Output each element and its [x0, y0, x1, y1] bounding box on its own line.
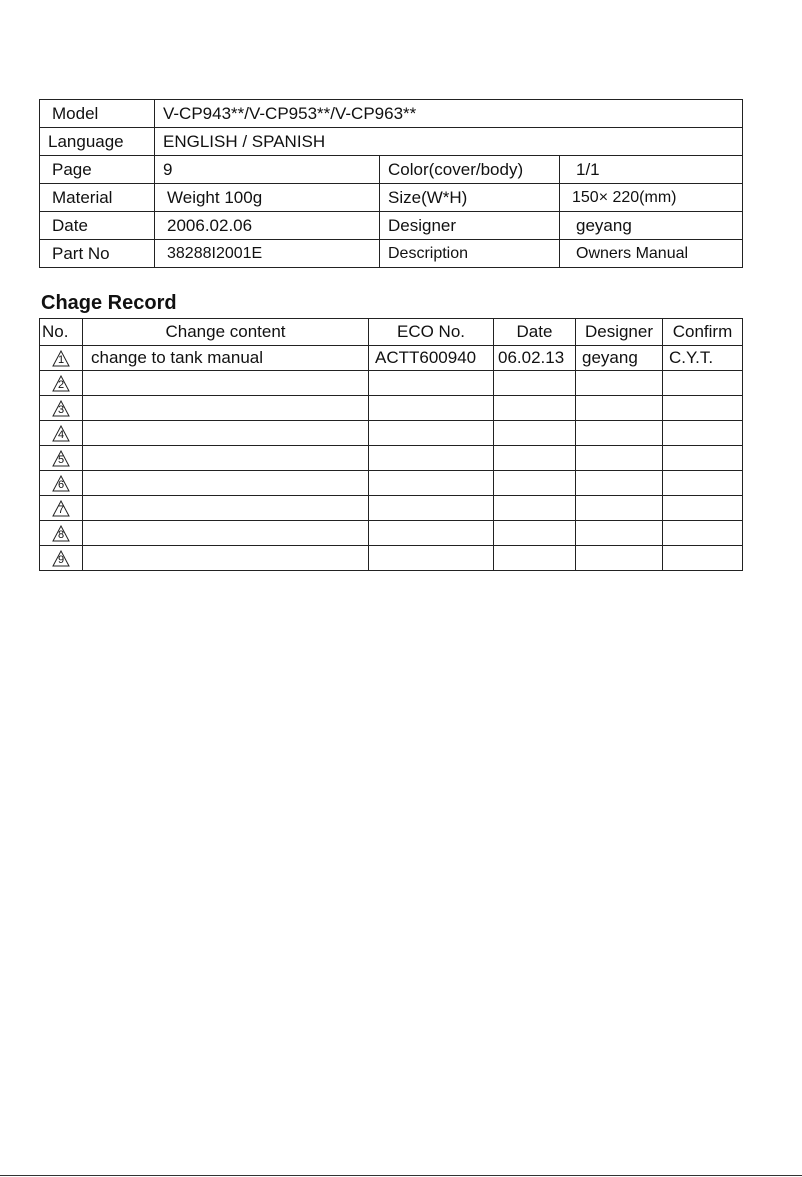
change-record-body — [40, 346, 743, 571]
date-cell — [494, 521, 576, 546]
page-value: 9 — [155, 156, 380, 184]
change-record-header-row — [40, 319, 743, 346]
change-record-row — [40, 346, 743, 371]
page-label: Page — [40, 156, 155, 184]
confirm-cell — [663, 521, 743, 546]
size-label: Size(W*H) — [380, 184, 560, 212]
revision-number-cell — [40, 546, 83, 571]
col-header-no: No. — [40, 319, 83, 346]
revision-number: 3 — [57, 404, 65, 417]
revision-number-cell — [40, 371, 83, 396]
change-record-row — [40, 396, 743, 421]
change-record-row — [40, 371, 743, 396]
info-row-part-no — [40, 240, 743, 268]
change-content-cell — [83, 496, 369, 521]
revision-triangle-icon — [52, 500, 70, 517]
date-cell — [494, 421, 576, 446]
eco-no-cell — [369, 546, 494, 571]
date-cell — [494, 496, 576, 521]
info-row-date — [40, 212, 743, 240]
confirm-cell — [663, 371, 743, 396]
date-cell — [494, 446, 576, 471]
color-value: 1/1 — [560, 156, 743, 184]
description-value: Owners Manual — [560, 240, 743, 268]
revision-number: 4 — [57, 429, 65, 442]
revision-triangle-icon — [52, 450, 70, 467]
eco-no-cell — [369, 421, 494, 446]
col-header-designer: Designer — [576, 319, 663, 346]
document-info-table — [39, 99, 743, 268]
revision-number: 1 — [57, 354, 65, 367]
change-record-row — [40, 496, 743, 521]
eco-no-cell: ACTT600940 — [369, 346, 494, 371]
change-record-row — [40, 471, 743, 496]
revision-number: 2 — [57, 379, 65, 392]
part-no-value: 38288I2001E — [155, 240, 380, 268]
revision-number-cell — [40, 421, 83, 446]
revision-number: 7 — [57, 504, 65, 517]
change-content-cell — [83, 471, 369, 496]
revision-triangle-icon — [52, 350, 70, 367]
info-row-material — [40, 184, 743, 212]
eco-no-cell — [369, 396, 494, 421]
revision-number-cell — [40, 521, 83, 546]
confirm-cell — [663, 396, 743, 421]
change-content-cell — [83, 371, 369, 396]
confirm-cell — [663, 546, 743, 571]
revision-number: 8 — [57, 529, 65, 542]
col-header-date: Date — [494, 319, 576, 346]
designer-cell — [576, 521, 663, 546]
designer-value: geyang — [560, 212, 743, 240]
designer-label: Designer — [380, 212, 560, 240]
change-record-table — [39, 318, 743, 571]
date-cell: 06.02.13 — [494, 346, 576, 371]
revision-triangle-icon — [52, 375, 70, 392]
change-record-row — [40, 421, 743, 446]
revision-number-cell — [40, 471, 83, 496]
revision-number: 6 — [57, 479, 65, 492]
size-value: 150× 220(mm) — [560, 184, 743, 212]
eco-no-cell — [369, 521, 494, 546]
date-cell — [494, 396, 576, 421]
change-content-cell — [83, 446, 369, 471]
designer-cell — [576, 396, 663, 421]
language-value: ENGLISH / SPANISH — [155, 128, 743, 156]
date-label: Date — [40, 212, 155, 240]
eco-no-cell — [369, 471, 494, 496]
change-record-row — [40, 546, 743, 571]
revision-triangle-icon — [52, 550, 70, 567]
confirm-cell — [663, 496, 743, 521]
eco-no-cell — [369, 446, 494, 471]
revision-number-cell — [40, 446, 83, 471]
eco-no-cell — [369, 371, 494, 396]
model-value: V-CP943**/V-CP953**/V-CP963** — [155, 100, 743, 128]
col-header-eco-no: ECO No. — [369, 319, 494, 346]
page-bottom-rule — [0, 1175, 802, 1176]
col-header-confirm: Confirm — [663, 319, 743, 346]
change-content-cell — [83, 521, 369, 546]
description-label: Description — [380, 240, 560, 268]
change-content-cell — [83, 396, 369, 421]
confirm-cell: C.Y.T. — [663, 346, 743, 371]
revision-number: 9 — [57, 554, 65, 567]
revision-number-cell — [40, 496, 83, 521]
revision-number: 5 — [57, 454, 65, 467]
date-cell — [494, 371, 576, 396]
change-content-cell: change to tank manual — [83, 346, 369, 371]
confirm-cell — [663, 471, 743, 496]
designer-cell — [576, 421, 663, 446]
material-value: Weight 100g — [155, 184, 380, 212]
model-label: Model — [40, 100, 155, 128]
change-content-cell — [83, 546, 369, 571]
revision-triangle-icon — [52, 425, 70, 442]
revision-number-cell — [40, 346, 83, 371]
date-cell — [494, 546, 576, 571]
designer-cell — [576, 446, 663, 471]
designer-cell: geyang — [576, 346, 663, 371]
color-label: Color(cover/body) — [380, 156, 560, 184]
change-content-cell — [83, 421, 369, 446]
designer-cell — [576, 471, 663, 496]
material-label: Material — [40, 184, 155, 212]
revision-number-cell — [40, 396, 83, 421]
change-record-row — [40, 446, 743, 471]
language-label: Language — [40, 128, 155, 156]
designer-cell — [576, 496, 663, 521]
change-record-row — [40, 521, 743, 546]
change-record-title: Chage Record — [41, 292, 177, 314]
col-header-change-content: Change content — [83, 319, 369, 346]
designer-cell — [576, 546, 663, 571]
date-value: 2006.02.06 — [155, 212, 380, 240]
part-no-label: Part No — [40, 240, 155, 268]
info-row-language — [40, 128, 743, 156]
revision-triangle-icon — [52, 400, 70, 417]
eco-no-cell — [369, 496, 494, 521]
date-cell — [494, 471, 576, 496]
confirm-cell — [663, 446, 743, 471]
designer-cell — [576, 371, 663, 396]
revision-triangle-icon — [52, 475, 70, 492]
info-row-page — [40, 156, 743, 184]
confirm-cell — [663, 421, 743, 446]
revision-triangle-icon — [52, 525, 70, 542]
info-row-model — [40, 100, 743, 128]
